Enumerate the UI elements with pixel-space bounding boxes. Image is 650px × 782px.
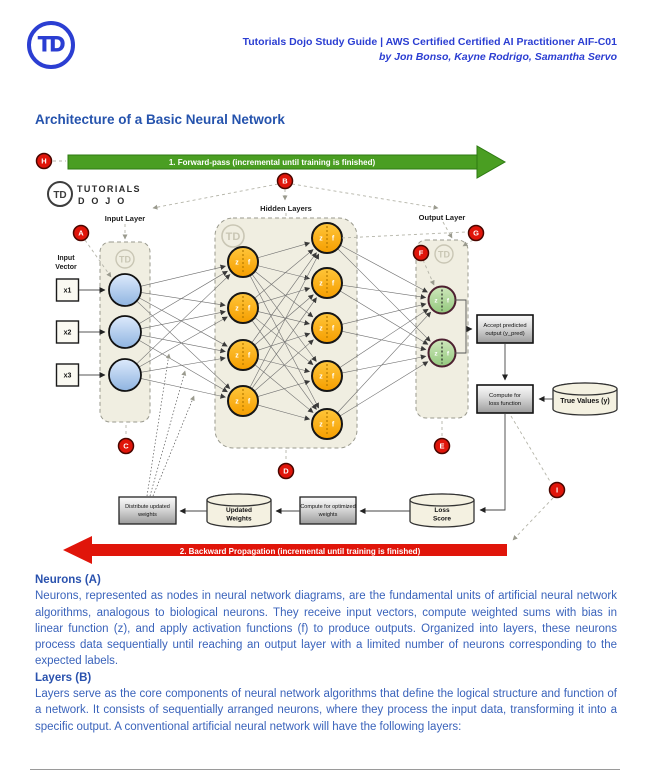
- marker-letter: B: [282, 176, 288, 186]
- neuron-z-label: z: [235, 352, 239, 360]
- updated-weights-label-2: Weights: [226, 515, 252, 523]
- accept-output-label-2: output (y_pred): [485, 331, 525, 337]
- page-content: [35, 572, 617, 735]
- section-body-layers: Layers serve as the core components of neural network algorithms that define the logical structure and function of a network. It consists of sequentially arranged neurons, where they process the input data, transforming it into a specific output. A conventional artificial neural network will have the following layers:: [35, 688, 617, 733]
- connection-line: [139, 317, 227, 367]
- marker-letter: C: [123, 441, 129, 451]
- marker-letter: G: [473, 228, 479, 238]
- connection-line: [141, 378, 226, 397]
- accept-output-label-1: Accept predicted: [483, 323, 527, 329]
- document-title: Tutorials Dojo Study Guide | AWS Certified Certified AI Practitioner AIF-C01: [242, 36, 617, 48]
- neuron-f-label: f: [331, 325, 335, 333]
- marker-letter: D: [283, 466, 289, 476]
- connection-line: [141, 312, 226, 329]
- neuron-z-label: z: [319, 280, 323, 288]
- connection-line: [141, 335, 226, 351]
- neuron-f-label: f: [331, 373, 335, 381]
- connection-line: [139, 340, 228, 392]
- logo-text: TD: [38, 33, 64, 56]
- distribute-weights-label-2: weights: [138, 512, 157, 518]
- tutorials-dojo-logo-icon: [27, 21, 75, 69]
- updated-weights-label-1: Updated: [226, 507, 252, 514]
- distribute-weights-box: [119, 497, 176, 524]
- input-neuron: [109, 359, 141, 391]
- watermark-td: TD: [119, 254, 131, 265]
- watermark-td: TD: [438, 249, 450, 260]
- optimize-weights-label-2: weights: [318, 512, 338, 518]
- brand-td: TD: [53, 190, 67, 201]
- weight-distribution-lines: [147, 354, 194, 496]
- loss-function-box: [477, 385, 533, 413]
- connection-line: [141, 358, 225, 372]
- connection-line: [141, 292, 225, 305]
- marker-letter: A: [78, 228, 84, 238]
- neuron-z-label: z: [235, 259, 239, 267]
- accept-output-box: [477, 315, 533, 343]
- input-box-label: x2: [63, 329, 72, 337]
- distribute-weights-label-1: Distribute updated: [125, 504, 170, 510]
- neuron-f-label: f: [247, 305, 251, 313]
- output-layer-container: [416, 240, 468, 418]
- tutorials-dojo-brand: [48, 182, 141, 206]
- connection-line: [139, 271, 228, 324]
- neuron-f-label: f: [446, 297, 450, 305]
- footer-divider: [30, 769, 620, 770]
- marker-letter: H: [41, 156, 47, 166]
- input-vector-label-2: Vector: [55, 264, 77, 271]
- loss-function-label-1: Compute for: [489, 393, 521, 399]
- neuron-z-label: z: [319, 325, 323, 333]
- neuron-z-label: z: [434, 297, 438, 305]
- optimize-weights-box: [300, 497, 356, 524]
- marker-letter: F: [418, 248, 424, 258]
- input-box-label: x3: [63, 372, 72, 380]
- neuron-z-label: z: [319, 421, 323, 429]
- brand-line2: D O J O: [78, 196, 127, 206]
- section-heading-layers: Layers (B): [35, 671, 92, 684]
- loss-score-label-2: Score: [432, 515, 452, 523]
- marker-letter: E: [439, 441, 445, 451]
- document-byline: by Jon Bonso, Kayne Rodrigo, Samantha Servo: [378, 51, 617, 63]
- input-neuron: [109, 316, 141, 348]
- output-layer-label: Output Layer: [418, 213, 466, 222]
- neuron-z-label: z: [434, 350, 438, 358]
- neuron-z-label: z: [319, 373, 323, 381]
- optimize-weights-label-1: Compute for optimized: [300, 504, 356, 510]
- hidden-layers-label: Hidden Layers: [260, 204, 312, 213]
- neuron-f-label: f: [331, 280, 335, 288]
- neuron-f-label: f: [331, 421, 335, 429]
- page-title: Architecture of a Basic Neural Network: [35, 112, 285, 127]
- marker-letter: I: [555, 485, 559, 495]
- neuron-f-label: f: [247, 352, 251, 360]
- neuron-z-label: z: [235, 398, 239, 406]
- backward-propagation-label: 2. Backward Propagation (incremental until training is finished): [179, 547, 421, 556]
- neuron-f-label: f: [446, 350, 450, 358]
- input-neuron: [109, 274, 141, 306]
- input-vector: [55, 255, 77, 271]
- input-layer-label: Input Layer: [104, 214, 146, 223]
- document-header: [243, 36, 617, 63]
- connection-line: [139, 298, 227, 347]
- neuron-z-label: z: [319, 235, 323, 243]
- connection-line: [141, 266, 226, 286]
- watermark-td: TD: [225, 231, 241, 243]
- forward-pass-label: 1. Forward-pass (incremental until training is finished): [168, 158, 376, 167]
- input-vector-label-1: Input: [57, 255, 75, 262]
- loss-score-label-1: Loss: [434, 507, 450, 514]
- true-values-label: True Values (y): [560, 398, 610, 405]
- neuron-f-label: f: [247, 259, 251, 267]
- input-box-label: x1: [63, 287, 72, 295]
- neuron-z-label: z: [235, 305, 239, 313]
- neuron-f-label: f: [247, 398, 251, 406]
- brand-line1: TUTORIALS: [77, 184, 141, 194]
- neural-network-diagram: [0, 140, 650, 570]
- section-body-neurons: Neurons, represented as nodes in neural network diagrams, are the fundamental units of artificial neural network algorithms, analogous to biological neurons. They receive input vectors, compute weighted sums with bias in linear function (z), and apply activation functions (f) to produce outputs. Organized into layers, these neurons process data sequentially until reaching an output layer with a limited number of neurons corresponding to the expected labels.: [35, 590, 617, 668]
- neuron-f-label: f: [331, 235, 335, 243]
- loss-function-label-2: loss function: [488, 401, 522, 407]
- backward-propagation-arrow: [63, 536, 507, 564]
- input-boxes: [57, 279, 106, 386]
- section-heading-neurons: Neurons (A): [35, 574, 101, 586]
